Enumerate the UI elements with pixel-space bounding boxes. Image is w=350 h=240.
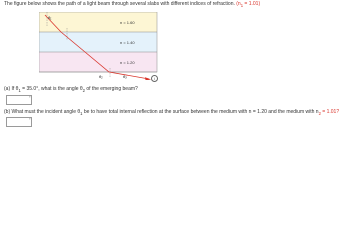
slab-2-index-label: n = 1.40	[120, 40, 135, 45]
slab-2	[39, 32, 157, 52]
slab-3-index-label: n = 1.20	[120, 60, 135, 65]
part-b-unit: °	[29, 117, 31, 122]
slab-1-index-label: n = 1.60	[120, 20, 135, 25]
theta-2-label: θ₂	[99, 74, 103, 79]
slab-1	[39, 12, 157, 32]
theta-1-label: θ₁	[48, 15, 52, 20]
refraction-diagram	[39, 12, 159, 80]
info-icon[interactable]: i	[151, 75, 158, 82]
slab-figure	[39, 12, 159, 80]
intro-text: The figure below shows the path of a light beam through several slabs with different indices of refraction.	[4, 1, 235, 7]
part-b-question: (b) What must the incident angle $\theta_1$ be to have total internal reflection at the surface between the medium with n = 1.20 and the medium with $n_2 = 1.01$?	[4, 109, 340, 116]
problem-intro	[4, 1, 260, 9]
intro-reference: $(n_1 = 1.01)$	[234, 1, 261, 8]
part-a-question: (a) If $\theta_1 = 35.0^\circ$, what is the angle $\theta_2$ of the emerging beam?	[4, 86, 138, 93]
theta-3-label: θ₃	[123, 74, 127, 79]
part-a-unit: °	[29, 95, 31, 100]
slab-3	[39, 52, 157, 72]
